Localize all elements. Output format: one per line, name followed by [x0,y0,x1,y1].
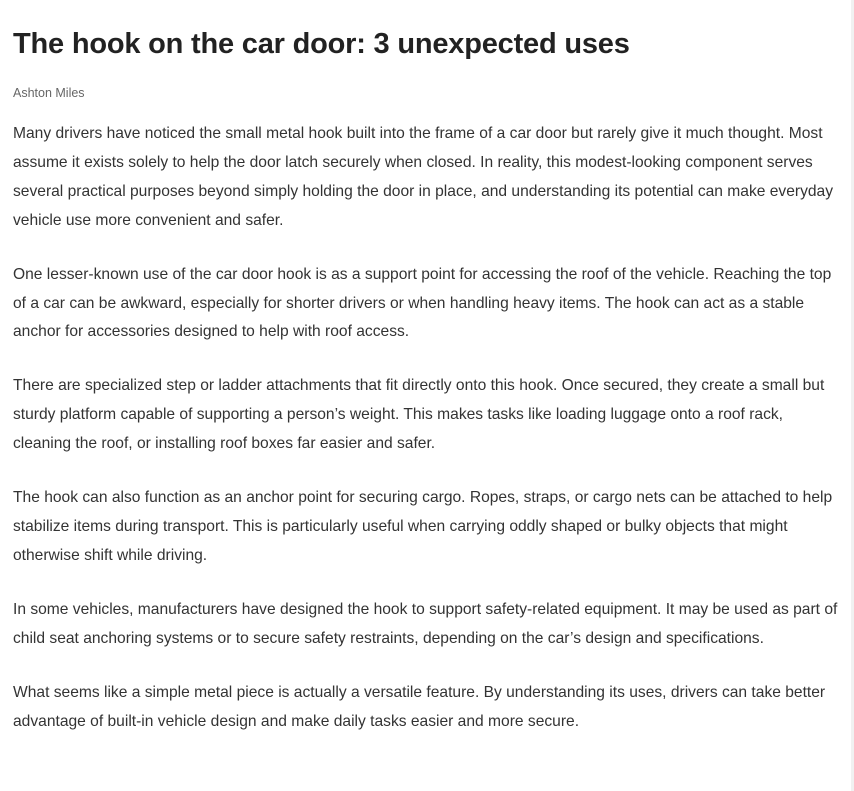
article-paragraph: In some vehicles, manufacturers have designed the hook to support safety-related equipment. It may be used as part of child seat anchoring systems or to secure safety restraints, depending on the car’s design and specifications. [13,600,838,647]
article-author: Ashton Miles [13,86,85,100]
article-body [13,120,843,736]
article-paragraph: There are specialized step or ladder attachments that fit directly onto this hook. Once secured, they create a small but sturdy platform capable of supporting a person’s weight. This makes tasks like loading luggage onto a roof rack, cleaning the roof, or installing roof boxes far easier and safer. [13,377,825,453]
article-paragraph: The hook can also function as an anchor point for securing cargo. Ropes, straps, or cargo nets can be attached to help stabilize items during transport. This is particularly useful when carrying oddly shaped or bulky objects that might otherwise shift while driving. [13,489,833,564]
article-paragraph: One lesser-known use of the car door hook is as a support point for accessing the roof of the vehicle. Reaching the top of a car can be awkward, especially for shorter drivers or when handling heavy items. The hook can act as a stable anchor for accessories designed to help with roof access. [13,265,832,341]
article-paragraph: What seems like a simple metal piece is actually a versatile feature. By understanding its uses, drivers can take better advantage of built-in vehicle design and make daily tasks easier and more secure. [13,683,826,730]
article-title: The hook on the car door: 3 unexpected uses [13,28,630,60]
article-paragraph: Many drivers have noticed the small metal hook built into the frame of a car door but rarely give it much thought. Most assume it exists solely to help the door latch securely when closed. In reality, this modest-looking component serves several practical purposes beyond simply holding the door in place, and understanding its potential can make everyday vehicle use more convenient and safer. [13,125,834,229]
article [13,24,843,761]
